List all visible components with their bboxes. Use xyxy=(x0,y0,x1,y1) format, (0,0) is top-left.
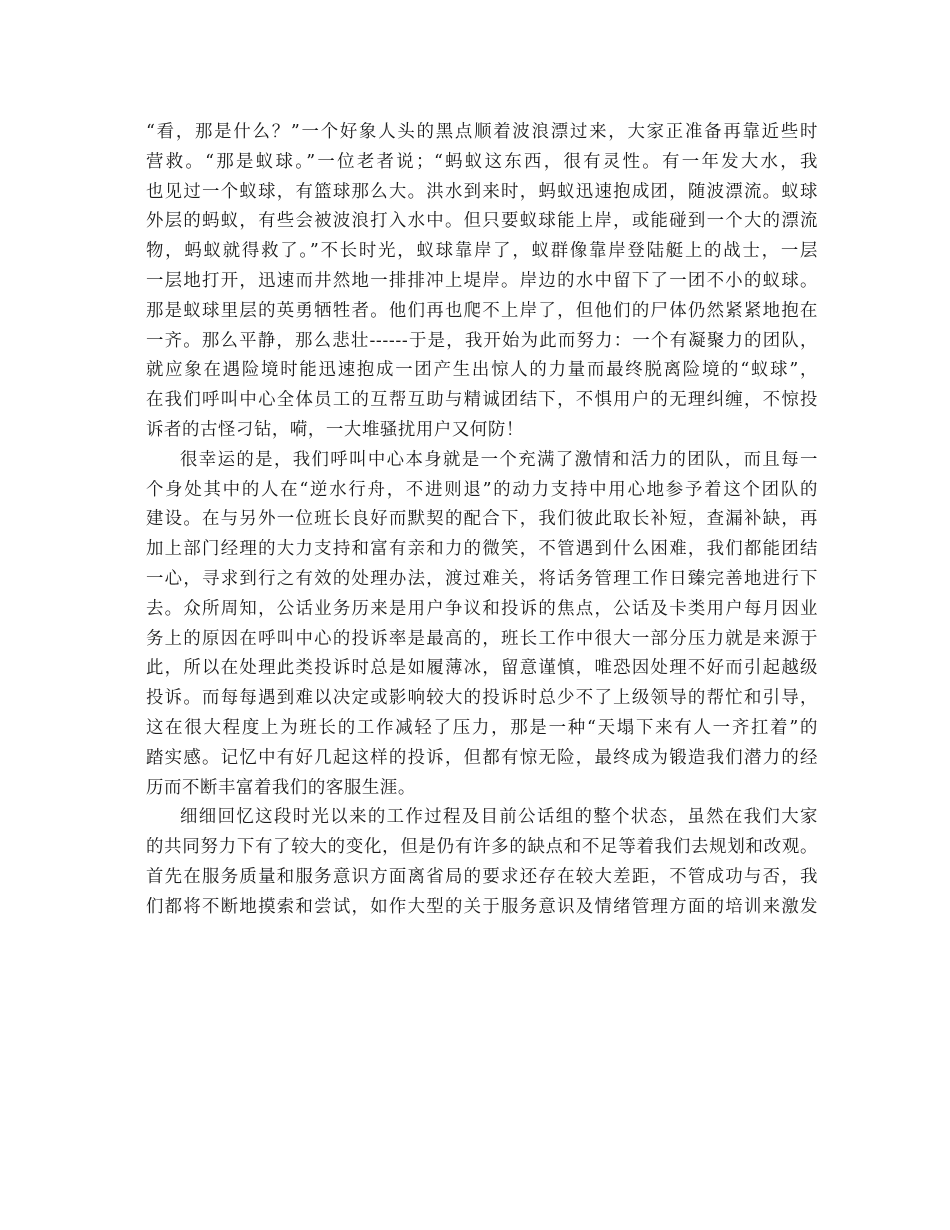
paragraph-line: 投诉。而每每遇到难以决定或影响较大的投诉时总少不了上级领导的帮忙和引导， xyxy=(146,688,818,709)
paragraph-line: “看，那是什么？”一个好象人头的黑点顺着波浪漂过来，大家正准备再靠近些时 xyxy=(146,122,818,142)
paragraph-line: 们都将不断地摸索和尝试，如作大型的关于服务意识及情绪管理方面的培训来激发 xyxy=(146,896,818,917)
paragraph-line: 一层地打开，迅速而井然地一排排冲上堤岸。岸边的水中留下了一团不小的蚁球。 xyxy=(146,270,818,291)
paragraph-line: 此，所以在处理此类投诉时总是如履薄冰，留意谨慎，唯恐因处理不好而引起越级 xyxy=(146,658,818,679)
document-body xyxy=(146,118,818,923)
paragraph-line: 历而不断丰富着我们的客服生涯。 xyxy=(146,777,416,798)
paragraph-line: 个身处其中的人在“逆水行舟，不进则退”的动力支持中用心地参予着这个团队的 xyxy=(146,479,818,500)
paragraph-3 xyxy=(146,803,818,922)
paragraph-line: 营救。“那是蚁球。”一位老者说；“蚂蚁这东西，很有灵性。有一年发大水，我 xyxy=(146,151,818,172)
paragraph-line: 那是蚁球里层的英勇牺牲者。他们再也爬不上岸了，但他们的尸体仍然紧紧地抱在 xyxy=(146,300,818,321)
paragraph-line: 这在很大程度上为班长的工作减轻了压力，那是一种“天塌下来有人一齐扛着”的 xyxy=(146,717,818,738)
paragraph-line: 务上的原因在呼叫中心的投诉率是最高的，班长工作中很大一部分压力就是来源于 xyxy=(146,628,818,649)
paragraph-line: 的共同努力下有了较大的变化，但是仍有许多的缺点和不足等着我们去规划和改观。 xyxy=(146,837,818,858)
paragraph-line: 也见过一个蚁球，有篮球那么大。洪水到来时，蚂蚁迅速抱成团，随波漂流。蚁球 xyxy=(146,181,818,202)
paragraph-1 xyxy=(146,118,818,446)
paragraph-line: 去。众所周知，公话业务历来是用户争议和投诉的焦点，公话及卡类用户每月因业 xyxy=(146,598,818,619)
paragraph-line: 建设。在与另外一位班长良好而默契的配合下，我们彼此取长补短，查漏补缺，再 xyxy=(146,509,818,530)
paragraph-line: 首先在服务质量和服务意识方面离省局的要求还存在较大差距，不管成功与否，我 xyxy=(146,866,818,887)
paragraph-line: 外层的蚂蚁，有些会被波浪打入水中。但只要蚁球能上岸，或能碰到一个大的漂流 xyxy=(146,211,818,232)
paragraph-2 xyxy=(146,446,818,804)
paragraph-line: 一齐。那么平静，那么悲壮------于是，我开始为此而努力：一个有凝聚力的团队， xyxy=(146,330,818,351)
paragraph-line: 一心，寻求到行之有效的处理办法，渡过难关，将话务管理工作日臻完善地进行下 xyxy=(146,568,818,589)
paragraph-line: 很幸运的是，我们呼叫中心本身就是一个充满了激情和活力的团队，而且每一 xyxy=(180,449,818,470)
paragraph-line: 就应象在遇险境时能迅速抱成一团产生出惊人的力量而最终脱离险境的“蚁球”， xyxy=(146,360,818,381)
paragraph-line: 在我们呼叫中心全体员工的互帮互助与精诚团结下，不惧用户的无理纠缠，不惊投 xyxy=(146,390,818,411)
paragraph-line: 加上部门经理的大力支持和富有亲和力的微笑，不管遇到什么困难，我们都能团结 xyxy=(146,539,818,560)
paragraph-line: 细细回忆这段时光以来的工作过程及目前公话组的整个状态，虽然在我们大家 xyxy=(180,807,818,828)
paragraph-line: 踏实感。记忆中有好几起这样的投诉，但都有惊无险，最终成为锻造我们潜力的经 xyxy=(146,747,818,768)
paragraph-line: 诉者的古怪刁钻，嗬，一大堆骚扰用户又何防！ xyxy=(146,419,524,440)
paragraph-line: 物，蚂蚁就得救了。”不长时光，蚁球靠岸了，蚁群像靠岸登陆艇上的战士，一层 xyxy=(146,241,818,262)
